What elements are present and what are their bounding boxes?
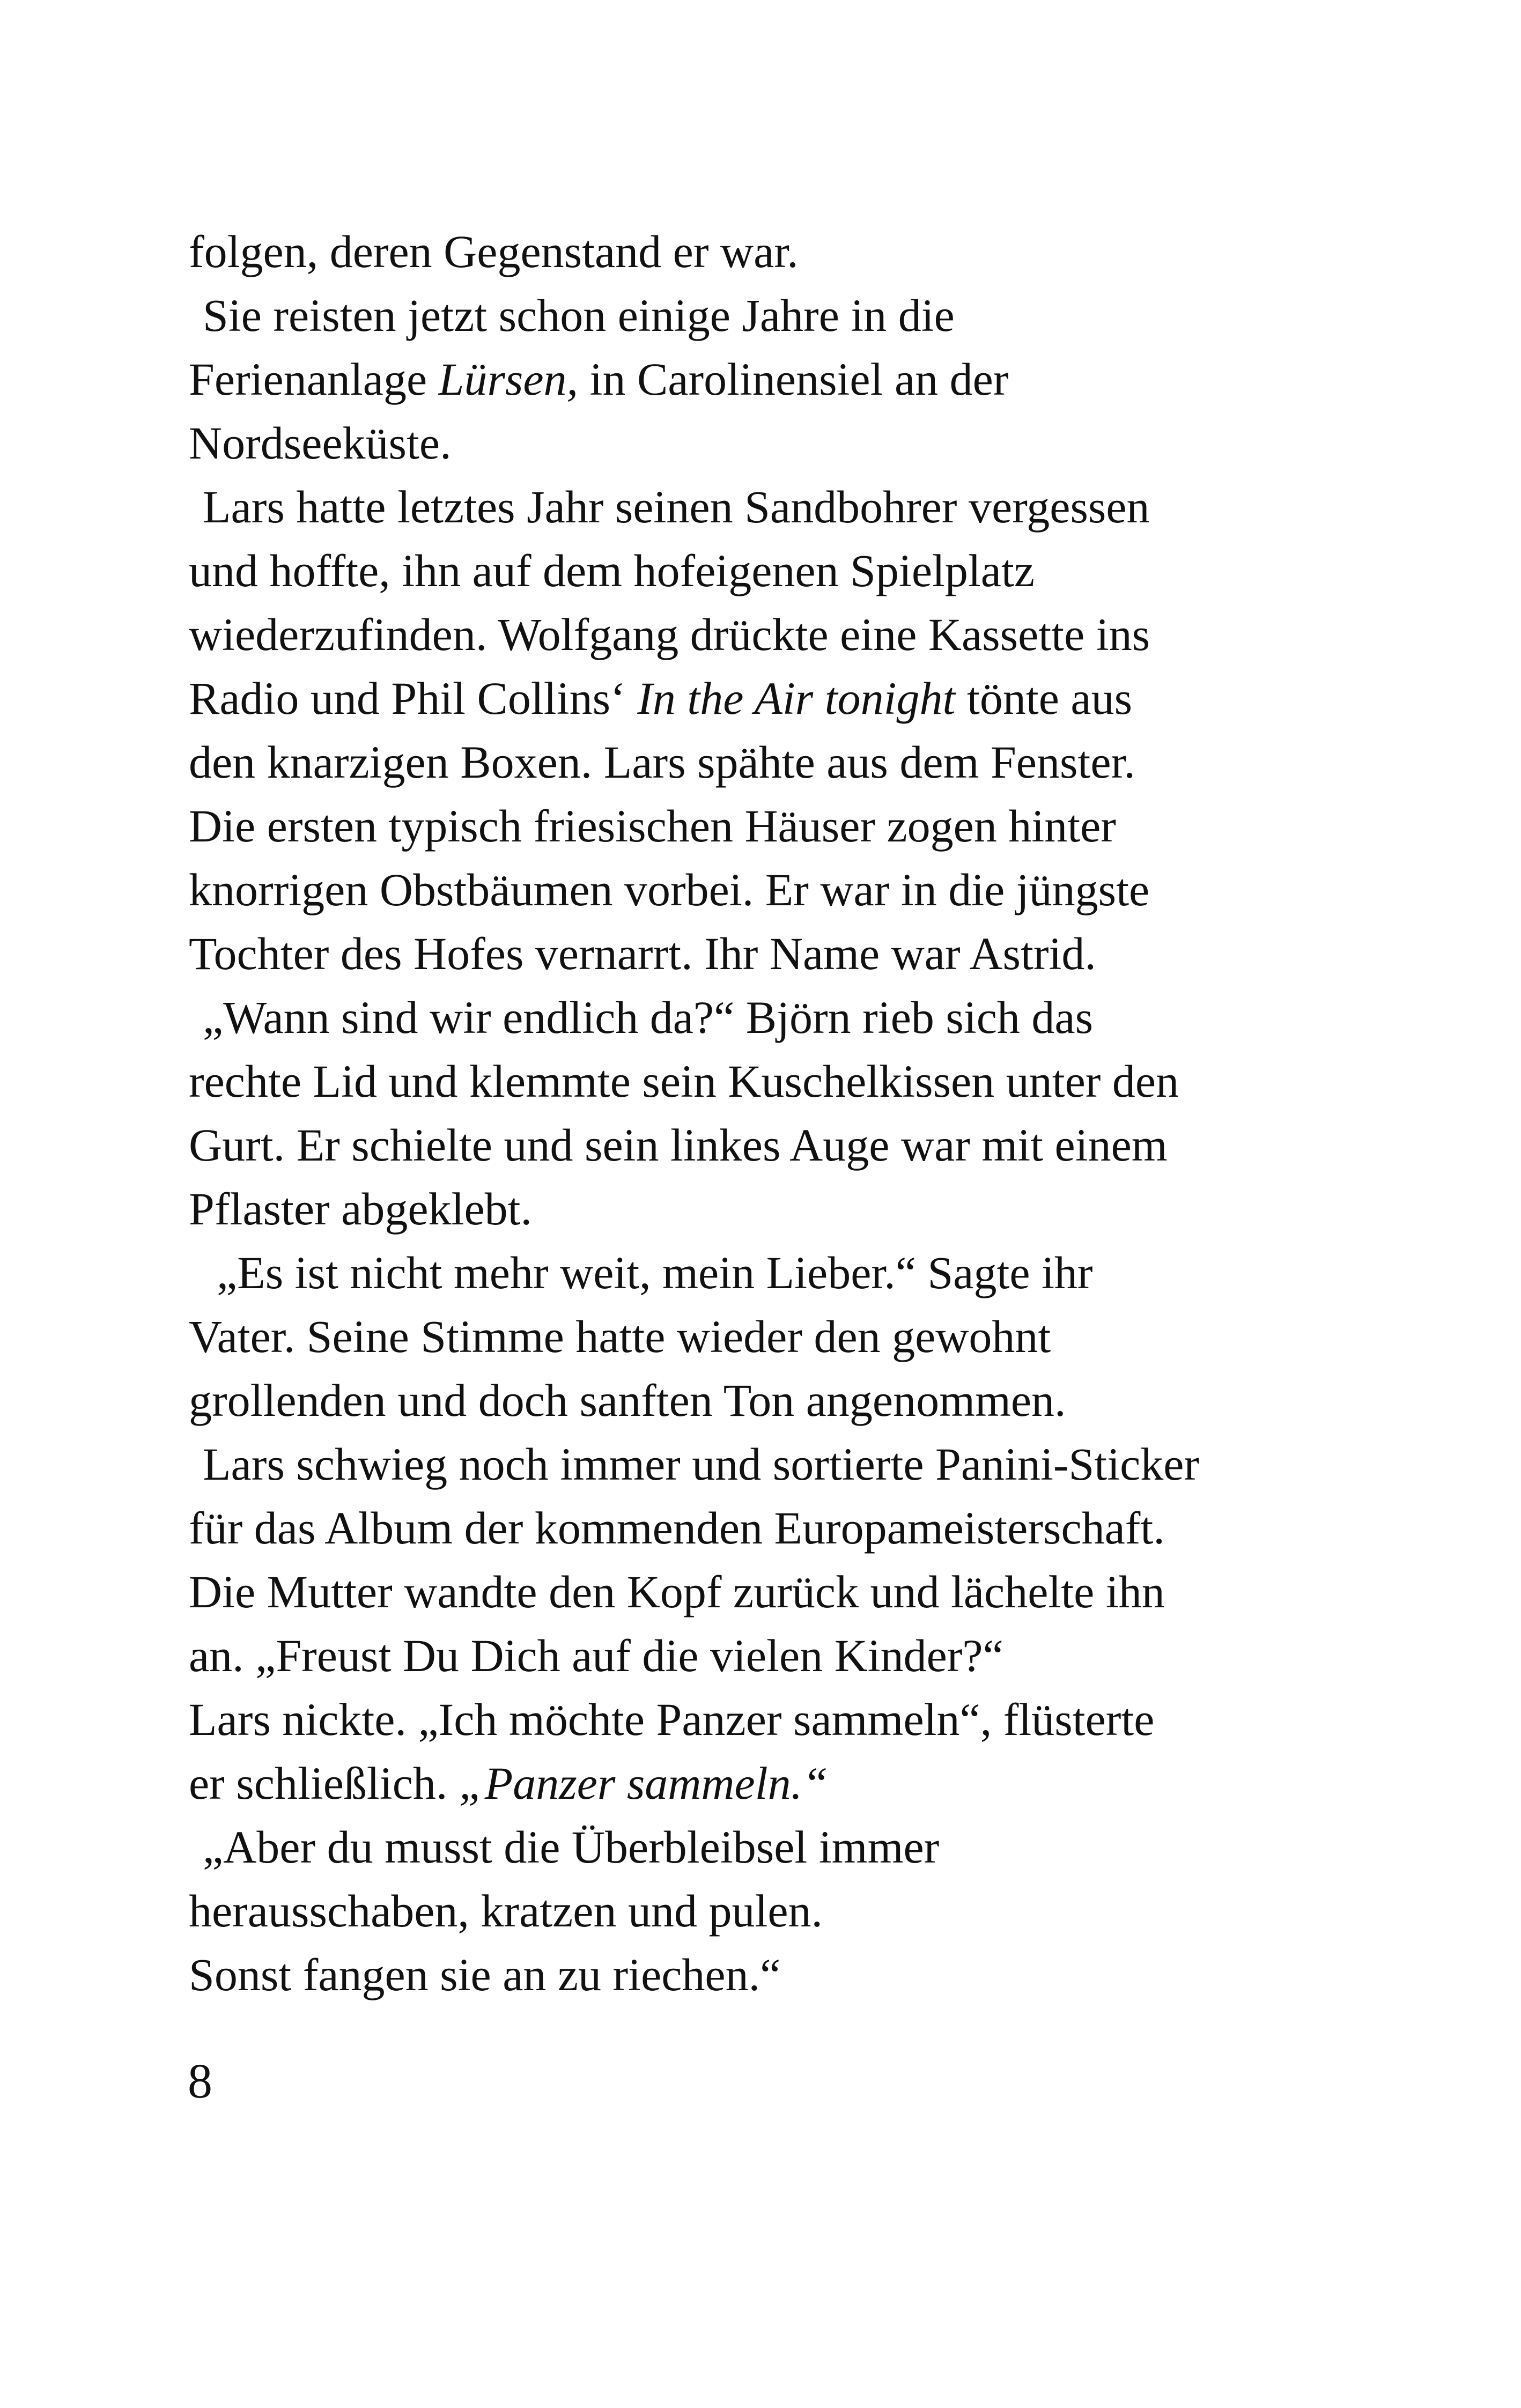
text-line: Nordseeküste. (189, 417, 452, 469)
body-text (189, 220, 1422, 2007)
text-line: „Wann sind wir endlich da?“ Björn rieb sich das (203, 992, 1094, 1043)
text-line: knorrigen Obstbäumen vorbei. Er war in die jüngste (189, 864, 1150, 915)
text-line: folgen, deren Gegenstand er war. (189, 226, 799, 277)
text-line: Lars hatte letztes Jahr seinen Sandbohrer vergessen (203, 481, 1150, 533)
text-line: Pflaster abgeklebt. (189, 1183, 533, 1235)
text-line: Lars schwieg noch immer und sortierte Panini-Sticker (203, 1438, 1200, 1490)
text-line: Tochter des Hofes vernarrt. Ihr Name war Astrid. (189, 928, 1096, 979)
page-number: 8 (188, 2054, 212, 2108)
text-line: Die Mutter wandte den Kopf zurück und lächelte ihn (189, 1566, 1165, 1617)
text-line: wiederzufinden. Wolfgang drückte eine Kassette ins (189, 609, 1150, 660)
text-line: „Es ist nicht mehr weit, mein Lieber.“ Sagte ihr (217, 1247, 1093, 1298)
text-line: herausschaben, kratzen und pulen. (189, 1885, 823, 1937)
text-line: rechte Lid und klemmte sein Kuschelkissen unter den (189, 1055, 1179, 1107)
text-line: Sonst fangen sie an zu riechen.“ (189, 1949, 781, 2000)
text-line: Die ersten typisch friesischen Häuser zogen hinter (189, 800, 1116, 852)
text-line: Gurt. Er schielte und sein linkes Auge war mit einem (189, 1119, 1168, 1171)
text-line: Radio und Phil Collins‘ In the Air tonight tönte aus (189, 673, 1133, 724)
text-line: Sie reisten jetzt schon einige Jahre in die (203, 290, 955, 341)
text-line: für das Album der kommenden Europameisterschaft. (189, 1502, 1165, 1554)
text-line: den knarzigen Boxen. Lars spähte aus dem Fenster. (189, 736, 1135, 788)
text-line: „Aber du musst die Überbleibsel immer (203, 1821, 940, 1873)
text-line: und hoffte, ihn auf dem hofeigenen Spielplatz (189, 545, 1035, 596)
text-line: an. „Freust Du Dich auf die vielen Kinder?“ (189, 1630, 1003, 1681)
text-line: er schließlich. „Panzer sammeln.“ (189, 1757, 828, 1809)
text-line: Lars nickte. „Ich möchte Panzer sammeln“, flüsterte (189, 1694, 1155, 1745)
text-line: Ferienanlage Lürsen, in Carolinensiel an der (189, 353, 1009, 405)
italic-song-title: In the Air tonight (637, 673, 956, 724)
text-line: Vater. Seine Stimme hatte wieder den gewohnt (189, 1311, 1051, 1362)
italic-quote: „Panzer sammeln.“ (459, 1757, 828, 1809)
text-line: grollenden und doch sanften Ton angenommen. (189, 1375, 1066, 1426)
italic-place-name: Lürsen, (438, 353, 579, 405)
